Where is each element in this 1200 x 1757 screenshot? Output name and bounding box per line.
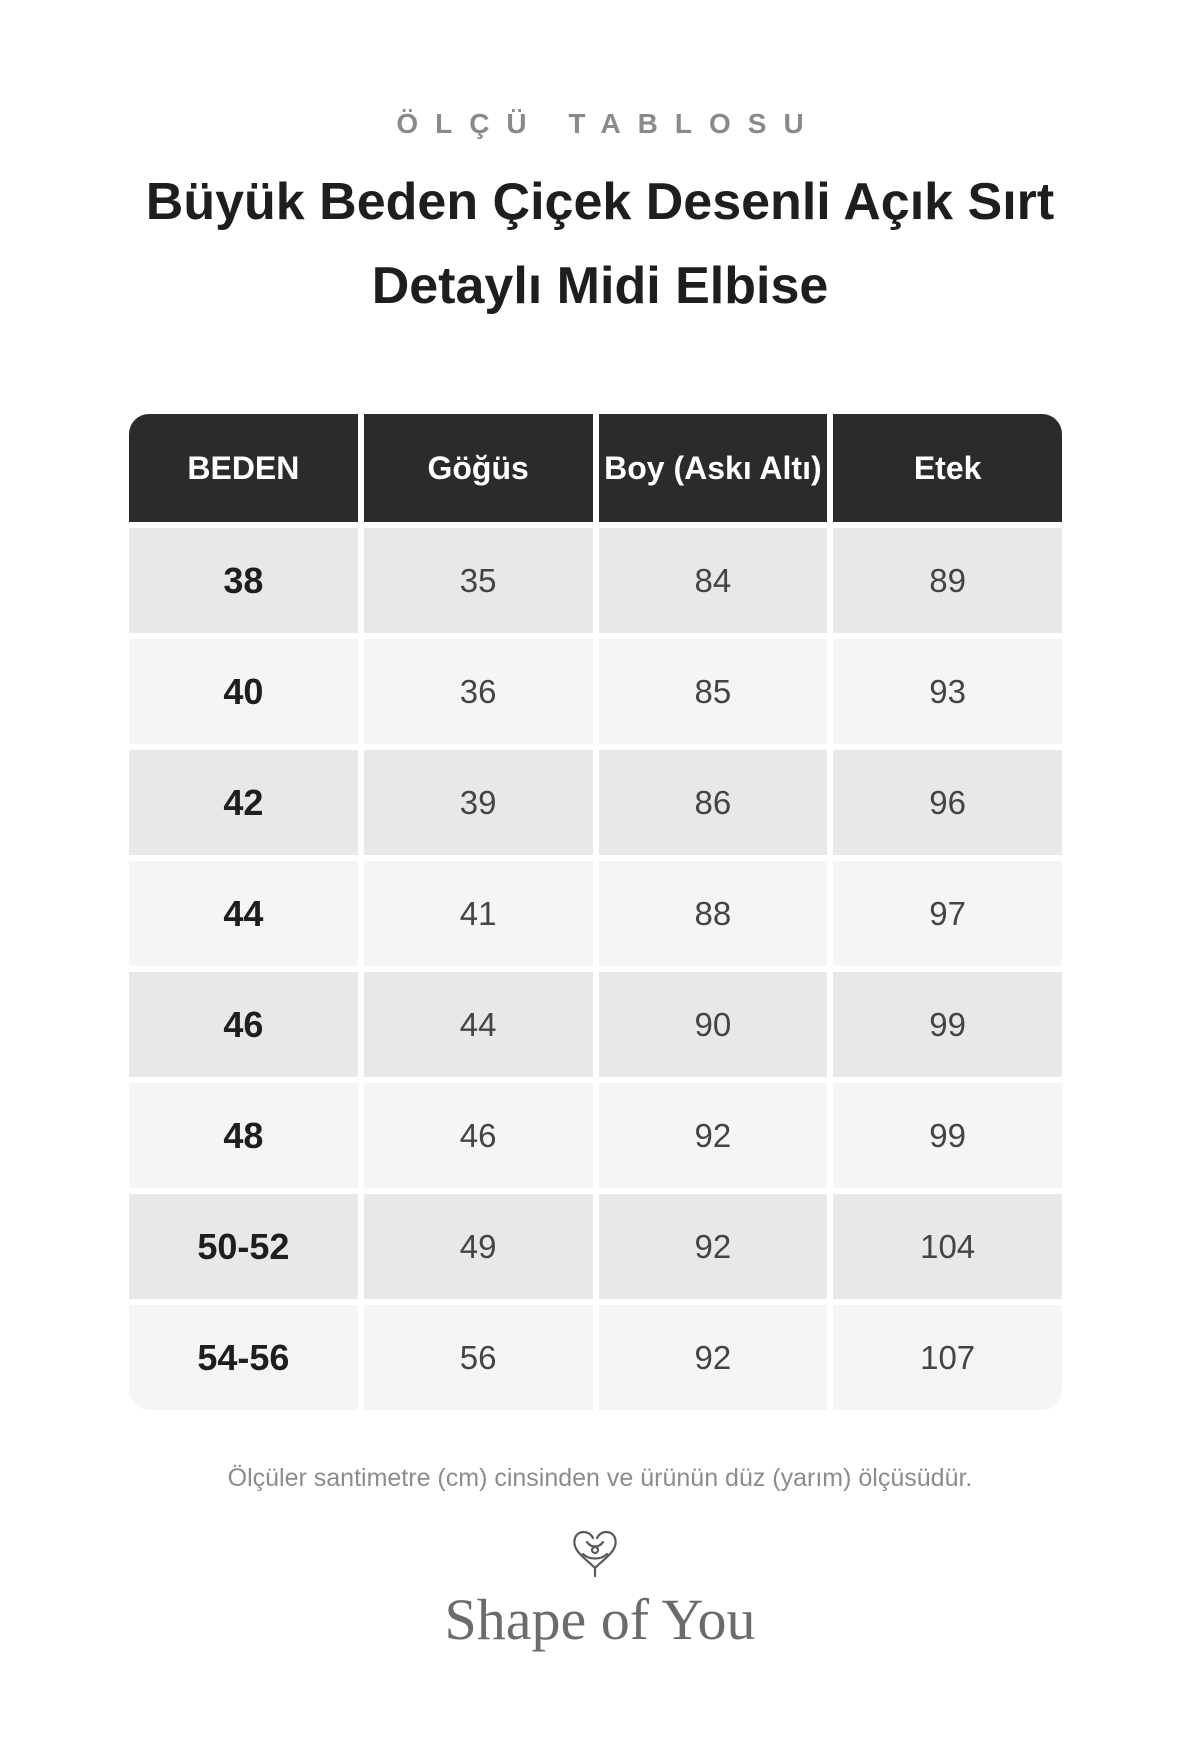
length-cell: 86 — [599, 750, 828, 855]
length-cell: 92 — [599, 1194, 828, 1299]
size-cell: 50-52 — [129, 1194, 358, 1299]
skirt-cell: 99 — [833, 972, 1062, 1077]
measurement-note: Ölçüler santimetre (cm) cinsinden ve ürünün düz (yarım) ölçüsüdür. — [227, 1464, 973, 1492]
chest-cell: 46 — [364, 1083, 593, 1188]
column-header-size: BEDEN — [129, 414, 358, 522]
length-cell: 90 — [599, 972, 828, 1077]
chest-cell: 49 — [364, 1194, 593, 1299]
size-cell: 46 — [129, 972, 358, 1077]
skirt-cell: 104 — [833, 1194, 1062, 1299]
table-row — [129, 639, 1062, 744]
size-cell: 44 — [129, 861, 358, 966]
length-cell: 92 — [599, 1305, 828, 1410]
chest-cell: 56 — [364, 1305, 593, 1410]
table-row — [129, 972, 1062, 1077]
skirt-cell: 96 — [833, 750, 1062, 855]
skirt-cell: 99 — [833, 1083, 1062, 1188]
skirt-cell: 97 — [833, 861, 1062, 966]
table-row — [129, 750, 1062, 855]
table-row — [129, 1083, 1062, 1188]
chest-cell: 44 — [364, 972, 593, 1077]
size-cell: 42 — [129, 750, 358, 855]
column-header-skirt: Etek — [833, 414, 1062, 522]
table-row — [129, 528, 1062, 633]
length-cell: 84 — [599, 528, 828, 633]
table-header-row — [129, 414, 1062, 522]
size-cell: 40 — [129, 639, 358, 744]
chest-cell: 39 — [364, 750, 593, 855]
skirt-cell: 89 — [833, 528, 1062, 633]
skirt-cell: 93 — [833, 639, 1062, 744]
chest-cell: 35 — [364, 528, 593, 633]
chest-cell: 36 — [364, 639, 593, 744]
table-row — [129, 861, 1062, 966]
table-row — [129, 1305, 1062, 1410]
size-chart-table — [129, 414, 1062, 1410]
column-header-length: Boy (Askı Altı) — [599, 414, 828, 522]
size-cell: 54-56 — [129, 1305, 358, 1410]
chest-cell: 41 — [364, 861, 593, 966]
intertwined-hearts-icon — [565, 1524, 625, 1580]
skirt-cell: 107 — [833, 1305, 1062, 1410]
size-cell: 38 — [129, 528, 358, 633]
length-cell: 92 — [599, 1083, 828, 1188]
brand-logo-text: Shape of You — [444, 1587, 756, 1652]
length-cell: 88 — [599, 861, 828, 966]
length-cell: 85 — [599, 639, 828, 744]
column-header-chest: Göğüs — [364, 414, 593, 522]
table-row — [129, 1194, 1062, 1299]
page-title: Büyük Beden Çiçek Desenli Açık Sırt Detaylı Midi Elbise — [145, 173, 1055, 315]
eyebrow-label: ÖLÇÜ TABLOSU — [396, 108, 821, 139]
size-cell: 48 — [129, 1083, 358, 1188]
